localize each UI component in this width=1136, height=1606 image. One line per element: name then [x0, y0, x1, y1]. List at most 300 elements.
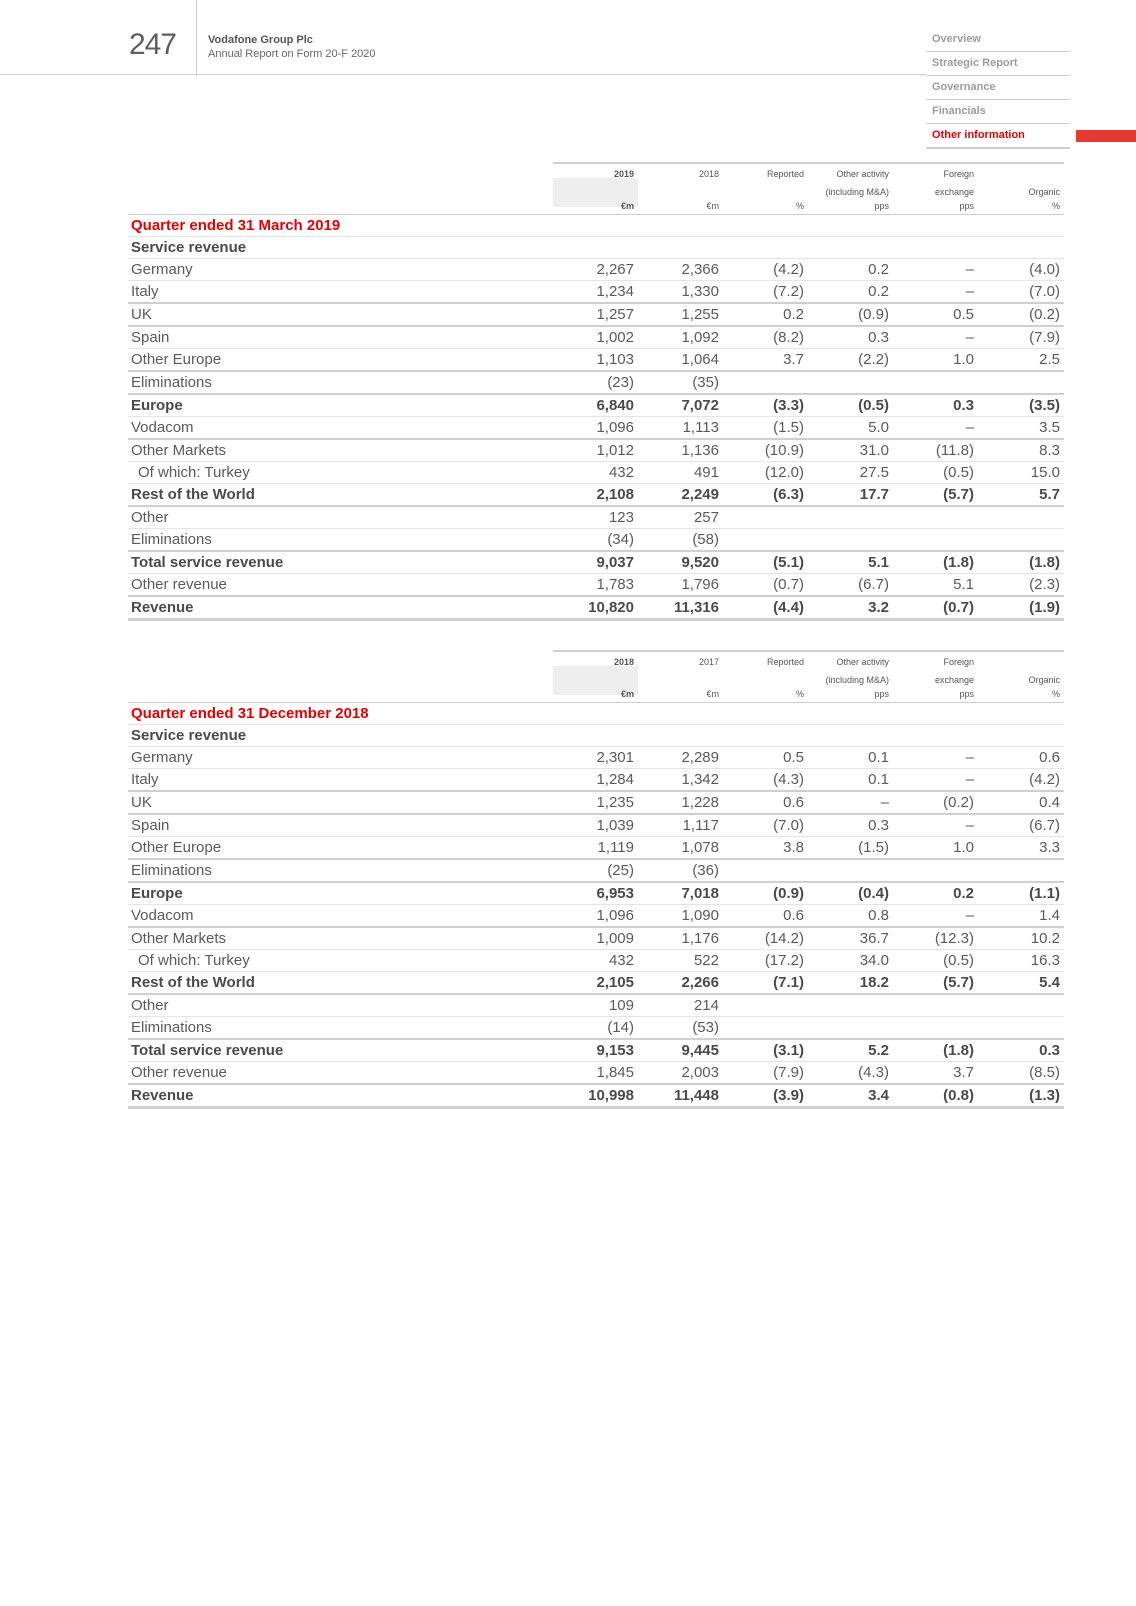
cell-value: 2,289 — [638, 747, 723, 769]
cell-value: 34.0 — [808, 950, 893, 972]
cell-value: (2.2) — [808, 349, 893, 372]
cell-value: 1,078 — [638, 837, 723, 860]
cell-value: (0.5) — [893, 462, 978, 484]
cell-value: 1,096 — [553, 417, 638, 440]
column-header-units: €m — [638, 200, 723, 215]
table-row — [128, 791, 1064, 814]
cell-value: 3.8 — [723, 837, 808, 860]
cell-value — [893, 859, 978, 882]
cell-value — [553, 703, 638, 725]
column-header-mid — [723, 670, 808, 688]
cell-value — [893, 994, 978, 1017]
cell-value: 17.7 — [808, 484, 893, 507]
cell-value: 36.7 — [808, 927, 893, 950]
cell-value: 3.5 — [978, 417, 1064, 440]
cell-value: 31.0 — [808, 439, 893, 462]
cell-value — [978, 1017, 1064, 1040]
cell-value: – — [808, 791, 893, 814]
nav-item-governance[interactable]: Governance — [926, 76, 1070, 100]
table-row — [128, 215, 1064, 237]
row-label: Europe — [128, 882, 553, 905]
nav-item-overview[interactable]: Overview — [926, 28, 1070, 52]
cell-value: 0.8 — [808, 905, 893, 928]
column-header-top: Reported — [723, 651, 808, 670]
cell-value — [893, 215, 978, 237]
cell-value — [893, 529, 978, 552]
column-header-units: €m — [553, 688, 638, 703]
cell-value: 5.1 — [893, 574, 978, 597]
nav-item-other-information[interactable] — [926, 124, 1070, 149]
cell-value: – — [893, 769, 978, 792]
column-header-top: Other activity — [808, 651, 893, 670]
cell-value: (11.8) — [893, 439, 978, 462]
column-header-units: pps — [893, 200, 978, 215]
cell-value — [723, 215, 808, 237]
row-label: Of which: Turkey — [128, 950, 553, 972]
column-header-top — [978, 163, 1064, 182]
cell-value — [978, 215, 1064, 237]
cell-value: (0.9) — [723, 882, 808, 905]
cell-value: 5.2 — [808, 1039, 893, 1062]
row-label: Service revenue — [128, 725, 553, 747]
cell-value: (7.1) — [723, 972, 808, 995]
cell-value: 2,301 — [553, 747, 638, 769]
cell-value: 2,267 — [553, 259, 638, 281]
cell-value: (6.3) — [723, 484, 808, 507]
cell-value: (4.4) — [723, 596, 808, 620]
column-header-mid — [553, 182, 638, 200]
cell-value: 491 — [638, 462, 723, 484]
cell-value — [723, 859, 808, 882]
cell-value: 11,316 — [638, 596, 723, 620]
cell-value: – — [893, 905, 978, 928]
cell-value: 522 — [638, 950, 723, 972]
cell-value: 109 — [553, 994, 638, 1017]
table-row — [128, 747, 1064, 769]
cell-value — [638, 725, 723, 747]
column-header-top: 2017 — [638, 651, 723, 670]
cell-value: – — [893, 814, 978, 837]
cell-value — [978, 859, 1064, 882]
cell-value: 1,235 — [553, 791, 638, 814]
cell-value: 1,783 — [553, 574, 638, 597]
cell-value: (4.2) — [723, 259, 808, 281]
column-header-units: pps — [808, 688, 893, 703]
cell-value — [808, 529, 893, 552]
row-label: Quarter ended 31 March 2019 — [128, 215, 553, 237]
cell-value: 0.6 — [723, 905, 808, 928]
cell-value: 1,039 — [553, 814, 638, 837]
revenue-table — [128, 650, 1064, 1109]
cell-value: (1.9) — [978, 596, 1064, 620]
cell-value — [808, 215, 893, 237]
column-header-units: pps — [893, 688, 978, 703]
cell-value: (0.8) — [893, 1084, 978, 1108]
cell-value — [978, 994, 1064, 1017]
cell-value: (0.7) — [893, 596, 978, 620]
cell-value: (1.3) — [978, 1084, 1064, 1108]
cell-value: 1,284 — [553, 769, 638, 792]
cell-value: (14.2) — [723, 927, 808, 950]
cell-value — [638, 703, 723, 725]
column-header-mid — [723, 182, 808, 200]
cell-value: (8.5) — [978, 1062, 1064, 1085]
column-header-top: 2019 — [553, 163, 638, 182]
table-row — [128, 882, 1064, 905]
row-label: Revenue — [128, 596, 553, 620]
cell-value: (7.2) — [723, 281, 808, 304]
cell-value: (3.3) — [723, 394, 808, 417]
cell-value — [553, 725, 638, 747]
cell-value: 1.0 — [893, 349, 978, 372]
table-row — [128, 1017, 1064, 1040]
cell-value: (7.9) — [978, 326, 1064, 349]
row-label: Eliminations — [128, 371, 553, 394]
cell-value — [978, 725, 1064, 747]
column-header-mid: exchange — [934, 675, 974, 685]
cell-value: 1,342 — [638, 769, 723, 792]
cell-value — [638, 215, 723, 237]
cell-value: (1.5) — [723, 417, 808, 440]
row-label: Quarter ended 31 December 2018 — [128, 703, 553, 725]
row-label: Eliminations — [128, 529, 553, 552]
cell-value — [808, 725, 893, 747]
cell-value: 2,249 — [638, 484, 723, 507]
header-divider-vertical — [196, 0, 197, 74]
cell-value: 0.2 — [808, 259, 893, 281]
row-label: Other Europe — [128, 837, 553, 860]
table-row — [128, 1062, 1064, 1085]
cell-value — [893, 371, 978, 394]
cell-value — [553, 237, 638, 259]
cell-value: 1,234 — [553, 281, 638, 304]
cell-value: 10,820 — [553, 596, 638, 620]
cell-value: (25) — [553, 859, 638, 882]
cell-value: (1.8) — [893, 1039, 978, 1062]
cell-value: (5.7) — [893, 484, 978, 507]
cell-value: (6.7) — [808, 574, 893, 597]
table-row — [128, 506, 1064, 529]
cell-value: – — [893, 747, 978, 769]
cell-value: (0.2) — [978, 303, 1064, 326]
table-row — [128, 281, 1064, 304]
header-blank — [128, 182, 553, 200]
column-header-units: €m — [638, 688, 723, 703]
column-header-units: pps — [808, 200, 893, 215]
cell-value — [638, 237, 723, 259]
cell-value: 5.7 — [978, 484, 1064, 507]
cell-value: 1,090 — [638, 905, 723, 928]
cell-value — [808, 703, 893, 725]
header-blank — [128, 651, 553, 670]
cell-value: 3.3 — [978, 837, 1064, 860]
cell-value — [723, 371, 808, 394]
cell-value: 2,108 — [553, 484, 638, 507]
cell-value: (1.8) — [978, 551, 1064, 574]
cell-value — [893, 506, 978, 529]
cell-value — [723, 703, 808, 725]
row-label: Other Markets — [128, 927, 553, 950]
cell-value: – — [893, 417, 978, 440]
row-label: Revenue — [128, 1084, 553, 1108]
cell-value: 7,018 — [638, 882, 723, 905]
report-title: Annual Report on Form 20-F 2020 — [208, 48, 376, 60]
table-row — [128, 837, 1064, 860]
cell-value: (35) — [638, 371, 723, 394]
cell-value: 1,845 — [553, 1062, 638, 1085]
cell-value: 0.1 — [808, 769, 893, 792]
table-row — [128, 725, 1064, 747]
cell-value — [978, 506, 1064, 529]
cell-value: 0.6 — [723, 791, 808, 814]
row-label: Rest of the World — [128, 484, 553, 507]
cell-value: 6,953 — [553, 882, 638, 905]
cell-value: (17.2) — [723, 950, 808, 972]
column-header-units: % — [978, 688, 1064, 703]
row-label: UK — [128, 791, 553, 814]
table-row — [128, 439, 1064, 462]
cell-value: 5.1 — [808, 551, 893, 574]
cell-value — [723, 1017, 808, 1040]
cell-value: (4.3) — [723, 769, 808, 792]
column-header-mid — [553, 670, 638, 688]
cell-value — [723, 725, 808, 747]
cell-value — [978, 529, 1064, 552]
cell-value: 1,136 — [638, 439, 723, 462]
cell-value: (4.2) — [978, 769, 1064, 792]
cell-value: (1.1) — [978, 882, 1064, 905]
table-row — [128, 551, 1064, 574]
cell-value: 1.4 — [978, 905, 1064, 928]
cell-value: 0.3 — [808, 326, 893, 349]
cell-value: 0.5 — [893, 303, 978, 326]
row-label: Other revenue — [128, 1062, 553, 1085]
row-label: Italy — [128, 769, 553, 792]
cell-value: 1,257 — [553, 303, 638, 326]
cell-value: 2,266 — [638, 972, 723, 995]
row-label: Total service revenue — [128, 1039, 553, 1062]
cell-value — [723, 237, 808, 259]
row-label: Spain — [128, 814, 553, 837]
cell-value: (4.0) — [978, 259, 1064, 281]
cell-value: 1.0 — [893, 837, 978, 860]
cell-value — [723, 994, 808, 1017]
cell-value: 9,153 — [553, 1039, 638, 1062]
cell-value: 10,998 — [553, 1084, 638, 1108]
cell-value: (58) — [638, 529, 723, 552]
cell-value — [893, 1017, 978, 1040]
cell-value: (23) — [553, 371, 638, 394]
column-header-mid: Organic — [1028, 675, 1060, 685]
cell-value — [723, 506, 808, 529]
cell-value: (5.1) — [723, 551, 808, 574]
table-row — [128, 349, 1064, 372]
column-header-units: €m — [553, 200, 638, 215]
cell-value: 257 — [638, 506, 723, 529]
column-header-top — [978, 651, 1064, 670]
column-header-mid: (including M&A) — [825, 675, 889, 685]
table-row — [128, 596, 1064, 620]
cell-value: 5.0 — [808, 417, 893, 440]
column-header-mid: Organic — [1028, 187, 1060, 197]
cell-value: 0.5 — [723, 747, 808, 769]
column-header-units: % — [978, 200, 1064, 215]
row-label: Europe — [128, 394, 553, 417]
cell-value: 3.7 — [723, 349, 808, 372]
column-header-units: % — [723, 200, 808, 215]
cell-value: (6.7) — [978, 814, 1064, 837]
cell-value: (34) — [553, 529, 638, 552]
cell-value: (1.5) — [808, 837, 893, 860]
cell-value: 1,255 — [638, 303, 723, 326]
cell-value: 1,092 — [638, 326, 723, 349]
cell-value: (0.9) — [808, 303, 893, 326]
section-nav — [926, 28, 1136, 149]
table-row — [128, 950, 1064, 972]
row-label: Of which: Turkey — [128, 462, 553, 484]
cell-value: 2,105 — [553, 972, 638, 995]
cell-value — [808, 237, 893, 259]
cell-value: 1,330 — [638, 281, 723, 304]
cell-value: (12.0) — [723, 462, 808, 484]
table-row — [128, 994, 1064, 1017]
cell-value — [893, 725, 978, 747]
row-label: Eliminations — [128, 859, 553, 882]
cell-value: (10.9) — [723, 439, 808, 462]
header-blank — [128, 163, 553, 182]
table-row — [128, 1084, 1064, 1108]
cell-value: (2.3) — [978, 574, 1064, 597]
table-row — [128, 371, 1064, 394]
cell-value: 0.3 — [808, 814, 893, 837]
row-label: Other Europe — [128, 349, 553, 372]
cell-value: 3.2 — [808, 596, 893, 620]
table-quarter-march-2019 — [128, 162, 1064, 621]
cell-value: (7.9) — [723, 1062, 808, 1085]
cell-value: – — [893, 326, 978, 349]
cell-value: 1,113 — [638, 417, 723, 440]
cell-value: 27.5 — [808, 462, 893, 484]
cell-value: 1,002 — [553, 326, 638, 349]
cell-value: 7,072 — [638, 394, 723, 417]
cell-value: 0.6 — [978, 747, 1064, 769]
revenue-table — [128, 162, 1064, 621]
header-blank — [128, 670, 553, 688]
cell-value: 0.4 — [978, 791, 1064, 814]
cell-value: (7.0) — [723, 814, 808, 837]
cell-value — [978, 703, 1064, 725]
table-row — [128, 1039, 1064, 1062]
cell-value: 3.7 — [893, 1062, 978, 1085]
cell-value: 2.5 — [978, 349, 1064, 372]
cell-value: 1,096 — [553, 905, 638, 928]
cell-value: 432 — [553, 462, 638, 484]
cell-value — [808, 1017, 893, 1040]
column-header-top: Other activity — [808, 163, 893, 182]
row-label: Vodacom — [128, 905, 553, 928]
column-header-top: 2018 — [553, 651, 638, 670]
table-row — [128, 462, 1064, 484]
cell-value: (0.5) — [893, 950, 978, 972]
table-row — [128, 529, 1064, 552]
nav-item-label: Other information — [932, 129, 1025, 141]
table-row — [128, 484, 1064, 507]
cell-value: 1,012 — [553, 439, 638, 462]
cell-value: 0.1 — [808, 747, 893, 769]
nav-item-financials[interactable]: Financials — [926, 100, 1070, 124]
cell-value: 5.4 — [978, 972, 1064, 995]
cell-value: 11,448 — [638, 1084, 723, 1108]
column-header-mid — [638, 670, 723, 688]
table-row — [128, 905, 1064, 928]
cell-value — [808, 994, 893, 1017]
cell-value: (53) — [638, 1017, 723, 1040]
table-row — [128, 326, 1064, 349]
cell-value: (14) — [553, 1017, 638, 1040]
active-section-marker — [1076, 130, 1136, 142]
column-header-top: Reported — [723, 163, 808, 182]
page-number: 247 — [128, 28, 176, 61]
cell-value: 0.3 — [893, 394, 978, 417]
cell-value: (7.0) — [978, 281, 1064, 304]
cell-value: (12.3) — [893, 927, 978, 950]
cell-value: 1,176 — [638, 927, 723, 950]
cell-value: 16.3 — [978, 950, 1064, 972]
row-label: Eliminations — [128, 1017, 553, 1040]
row-label: Service revenue — [128, 237, 553, 259]
cell-value: 1,119 — [553, 837, 638, 860]
cell-value: (3.9) — [723, 1084, 808, 1108]
cell-value — [893, 703, 978, 725]
cell-value: (3.5) — [978, 394, 1064, 417]
row-label: Italy — [128, 281, 553, 304]
cell-value — [723, 529, 808, 552]
cell-value: 0.2 — [723, 303, 808, 326]
nav-item-strategic-report[interactable]: Strategic Report — [926, 52, 1070, 76]
company-name: Vodafone Group Plc — [208, 34, 313, 46]
cell-value — [808, 506, 893, 529]
table-row — [128, 303, 1064, 326]
table-row — [128, 769, 1064, 792]
cell-value — [978, 237, 1064, 259]
cell-value: (8.2) — [723, 326, 808, 349]
table-row — [128, 394, 1064, 417]
column-header-top: 2018 — [638, 163, 723, 182]
cell-value: (1.8) — [893, 551, 978, 574]
cell-value — [553, 215, 638, 237]
row-label: Vodacom — [128, 417, 553, 440]
cell-value: (0.7) — [723, 574, 808, 597]
column-header-top: Foreign — [893, 163, 978, 182]
cell-value: 123 — [553, 506, 638, 529]
cell-value: 9,520 — [638, 551, 723, 574]
cell-value — [893, 237, 978, 259]
cell-value: (0.4) — [808, 882, 893, 905]
cell-value: 2,366 — [638, 259, 723, 281]
column-header-mid — [638, 182, 723, 200]
cell-value: 15.0 — [978, 462, 1064, 484]
cell-value: 1,009 — [553, 927, 638, 950]
table-row — [128, 574, 1064, 597]
cell-value: (4.3) — [808, 1062, 893, 1085]
table-row — [128, 237, 1064, 259]
cell-value: 432 — [553, 950, 638, 972]
column-header-units: % — [723, 688, 808, 703]
cell-value: 214 — [638, 994, 723, 1017]
header-divider-horizontal — [0, 74, 926, 75]
cell-value: 1,796 — [638, 574, 723, 597]
cell-value: 0.3 — [978, 1039, 1064, 1062]
